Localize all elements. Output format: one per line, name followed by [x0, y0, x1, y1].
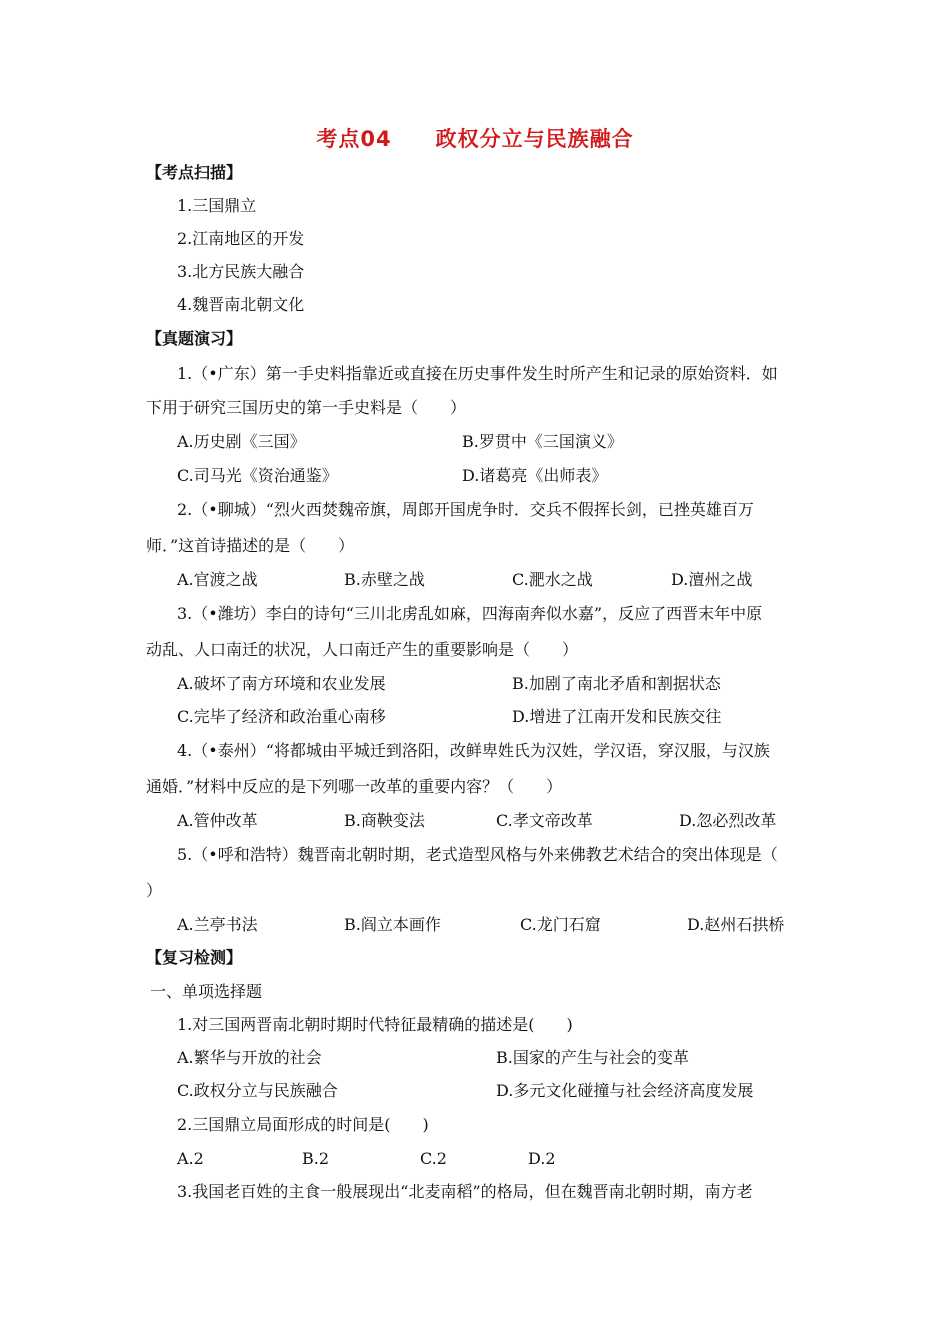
question-text: 5.（•呼和浩特）魏晋南北朝时期，老式造型风格与外来佛教艺术结合的突出体现是（ [177, 845, 778, 864]
option-d: D.增进了江南开发和民族交往 [512, 707, 722, 726]
option-c: C.政权分立与民族融合 [177, 1081, 338, 1100]
option-b: B.罗贯中《三国演义》 [462, 432, 623, 451]
option-d: D.2 [528, 1149, 556, 1168]
section-heading-review: 【复习检测】 [146, 948, 243, 967]
option-c: C.司马光《资治通鉴》 [177, 466, 338, 485]
question-text: 通婚．”材料中反应的是下列哪一改革的重要内容？（ ） [146, 777, 563, 796]
option-c: C.2 [420, 1149, 447, 1168]
option-d: D.忽必烈改革 [679, 811, 777, 830]
section-heading-practice: 【真题演习】 [146, 329, 243, 348]
scan-item: 1.三国鼎立 [177, 196, 257, 215]
option-b: B.国家的产生与社会的变革 [496, 1048, 689, 1067]
option-a: A.历史剧《三国》 [177, 432, 306, 451]
question-text: 动乱、人口南迁的状况，人口南迁产生的重要影响是（ ） [146, 640, 579, 659]
question-text: ） [146, 881, 163, 900]
option-d: D.多元文化碰撞与社会经济高度发展 [496, 1081, 754, 1100]
question-text: 2.（•聊城）“烈火西焚魏帝旗，周郎开国虎争时．交兵不假挥长剑，已挫英雄百万 [177, 500, 754, 519]
option-d: D.赵州石拱桥 [687, 915, 785, 934]
title-label: 考点04 [316, 127, 392, 151]
subheading: 一、单项选择题 [150, 982, 263, 1001]
scan-item: 2.江南地区的开发 [177, 229, 305, 248]
question-text: 师．”这首诗描述的是（ ） [146, 536, 355, 555]
option-b: B.加剧了南北矛盾和割据状态 [512, 674, 721, 693]
option-c: C.完毕了经济和政治重心南移 [177, 707, 386, 726]
section-heading-scan: 【考点扫描】 [146, 163, 243, 182]
question-text: 1.对三国两晋南北朝时期时代特征最精确的描述是( ) [177, 1015, 573, 1034]
scan-item: 3.北方民族大融合 [177, 262, 305, 281]
option-a: A.官渡之战 [177, 570, 258, 589]
option-a: A.2 [177, 1149, 204, 1168]
question-text: 3.（•潍坊）李白的诗句“三川北虏乱如麻，四海南奔似水嘉”，反应了西晋末年中原 [177, 604, 763, 623]
question-text: 下用于研究三国历史的第一手史料是（ ） [146, 398, 467, 417]
option-a: A.管仲改革 [177, 811, 258, 830]
question-text: 4.（•泰州）“将都城由平城迁到洛阳，改鲜卑姓氏为汉姓，学汉语，穿汉服，与汉族 [177, 741, 770, 760]
page-title [0, 123, 950, 153]
option-b: B.2 [302, 1149, 330, 1168]
option-a: A.破坏了南方环境和农业发展 [177, 674, 386, 693]
title-text: 政权分立与民族融合 [435, 127, 634, 151]
option-c: C.淝水之战 [512, 570, 593, 589]
option-b: B.赤壁之战 [344, 570, 425, 589]
option-c: C.龙门石窟 [520, 915, 601, 934]
option-d: D.澶州之战 [671, 570, 753, 589]
option-a: A.繁华与开放的社会 [177, 1048, 322, 1067]
question-text: 3.我国老百姓的主食一般展现出“北麦南稻”的格局，但在魏晋南北朝时期，南方老 [177, 1182, 753, 1201]
question-text: 1.（•广东）第一手史料指靠近或直接在历史事件发生时所产生和记录的原始资料．如 [177, 364, 778, 383]
question-text: 2.三国鼎立局面形成的时间是( ) [177, 1115, 429, 1134]
option-a: A.兰亭书法 [177, 915, 258, 934]
scan-item: 4.魏晋南北朝文化 [177, 295, 305, 314]
option-c: C.孝文帝改革 [496, 811, 593, 830]
option-b: B.阎立本画作 [344, 915, 441, 934]
option-b: B.商鞅变法 [344, 811, 425, 830]
option-d: D.诸葛亮《出师表》 [462, 466, 608, 485]
